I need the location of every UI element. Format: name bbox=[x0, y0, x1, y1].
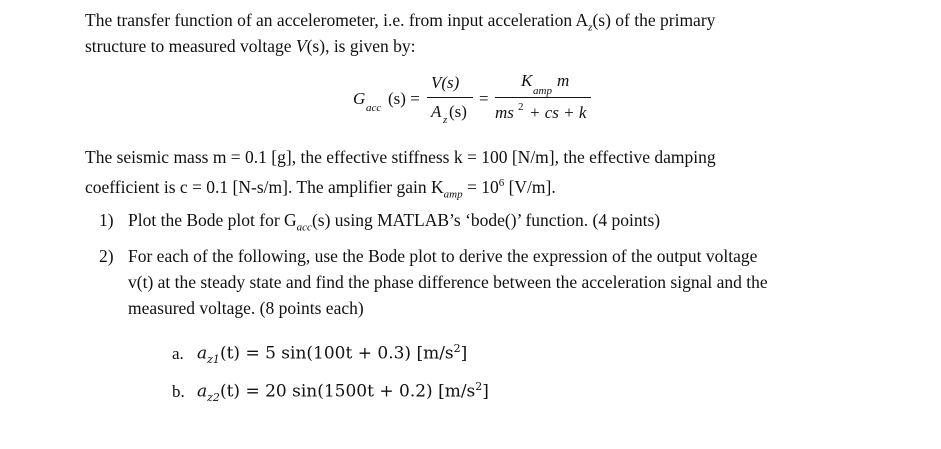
params-gain-sup: 6 bbox=[498, 177, 505, 189]
part-a-label: a. bbox=[172, 343, 184, 363]
intro-line-2 bbox=[85, 35, 416, 57]
part-b-lhs: a bbox=[197, 381, 208, 402]
eq-equals: = bbox=[479, 89, 489, 108]
eq-frac2-num-m: m bbox=[557, 71, 570, 90]
eq-lhs-G: G bbox=[353, 89, 366, 108]
question-2-line-1 bbox=[99, 245, 757, 267]
intro-voltage-symbol: V bbox=[295, 36, 307, 56]
intro-text-2a: structure to measured voltage bbox=[85, 36, 296, 56]
intro-text-1: The transfer function of an accelerometer, i.e. from input acceleration A bbox=[85, 10, 589, 30]
part-b-rest: (t) = 20 sin(1500t + 0.2) [m/s bbox=[219, 381, 476, 402]
part-a-sub: z1 bbox=[207, 353, 220, 367]
eq-frac1-numerator: V(s) bbox=[431, 73, 460, 92]
eq-frac2-den-sup: 2 bbox=[518, 101, 524, 113]
transfer-function-equation bbox=[345, 70, 605, 132]
intro-text-2b: (s), is given by: bbox=[306, 36, 416, 56]
eq-frac2-bar bbox=[495, 97, 591, 98]
question-2-line-3 bbox=[128, 297, 364, 319]
eq-lhs-sub: acc bbox=[366, 102, 382, 114]
question-1-sub: acc bbox=[296, 221, 312, 234]
params-text-2c: [V/m]. bbox=[504, 176, 556, 197]
eq-frac2-num-K: K bbox=[521, 71, 533, 90]
question-1-text-a: Plot the Bode plot for G bbox=[128, 210, 297, 230]
question-2-text-2: v(t) at the steady state and find the phase difference between the acceleration signal and the bbox=[128, 272, 768, 292]
part-a-lhs: a bbox=[197, 343, 208, 364]
question-1 bbox=[99, 209, 660, 239]
question-2-text-3: measured voltage. (8 points each) bbox=[128, 298, 364, 318]
question-1-number: 1) bbox=[99, 210, 114, 230]
params-text-2b: = 10 bbox=[462, 176, 499, 197]
params-line-1 bbox=[85, 146, 716, 168]
eq-frac2-num-sub: amp bbox=[533, 85, 552, 97]
eq-frac1-den-rest: (s) bbox=[449, 102, 467, 121]
part-a-end: ] bbox=[460, 343, 468, 364]
params-text-2a: coefficient is c = 0.1 [N-s/m]. The amplifier gain K bbox=[85, 176, 444, 197]
question-1-text-b: (s) using MATLAB’s ‘bode()’ function. (4 points) bbox=[311, 210, 661, 230]
part-a bbox=[172, 338, 467, 371]
params-text-1: The seismic mass m = 0.1 [g], the effective stiffness k = 100 [N/m], the effective damping bbox=[85, 147, 716, 167]
part-b-sub: z2 bbox=[207, 391, 220, 405]
eq-frac2-den-ms: ms bbox=[495, 103, 514, 122]
question-2-text-1: For each of the following, use the Bode plot to derive the expression of the output voltage bbox=[128, 246, 758, 266]
part-b-sup: 2 bbox=[475, 380, 483, 393]
question-2-number: 2) bbox=[99, 246, 114, 266]
eq-frac1-den-sub: z bbox=[443, 114, 448, 126]
part-b-label: b. bbox=[172, 381, 185, 401]
question-2-line-2 bbox=[128, 271, 768, 293]
params-line-2 bbox=[85, 172, 556, 205]
part-b-end: ] bbox=[482, 381, 489, 402]
intro-text-1b: (s) of the primary bbox=[592, 10, 716, 30]
eq-frac1-den-A: A bbox=[431, 102, 442, 121]
part-a-sup: 2 bbox=[453, 342, 461, 355]
eq-frac2-den-rest: + cs + k bbox=[529, 103, 587, 122]
eq-frac1-bar bbox=[427, 97, 473, 98]
eq-lhs-arg: (s) = bbox=[388, 89, 420, 108]
part-b bbox=[172, 376, 489, 409]
part-a-rest: (t) = 5 sin(100t + 0.3) [m/s bbox=[219, 343, 454, 364]
params-gain-sub: amp bbox=[443, 188, 463, 201]
intro-sub-z: z bbox=[588, 21, 593, 34]
